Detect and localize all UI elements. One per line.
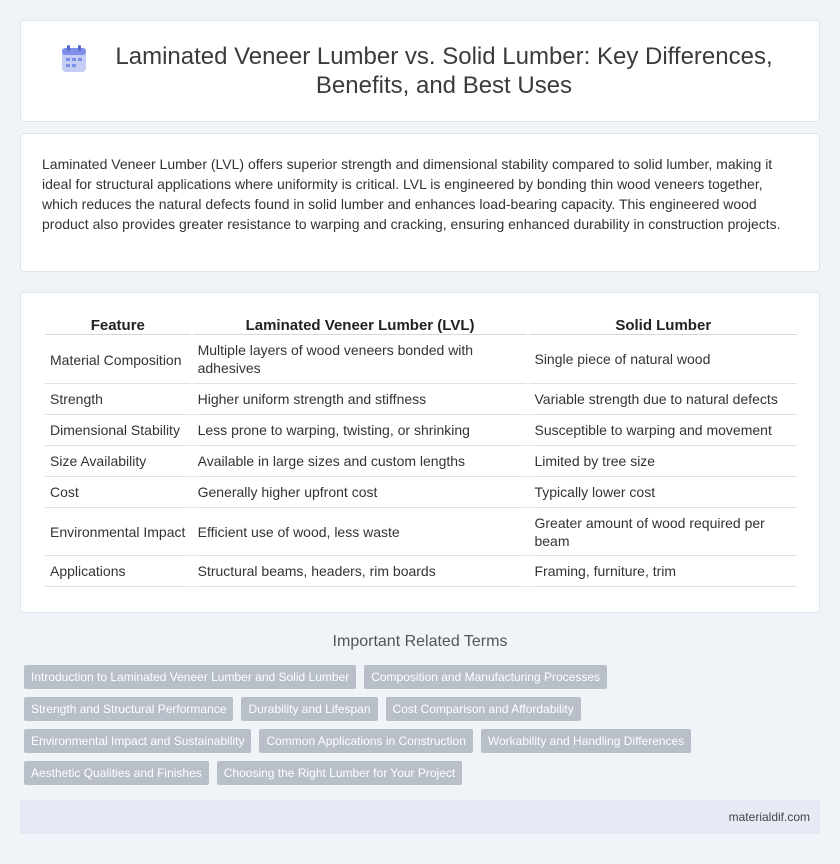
document-icon [61,45,87,73]
table-cell-feature: Size Availability [45,446,191,477]
table-row [45,477,797,508]
table-cell-solid: Framing, furniture, trim [529,556,797,587]
table-cell-solid: Limited by tree size [529,446,797,477]
column-header-lvl: Laminated Veneer Lumber (LVL) [193,315,528,335]
table-cell-feature: Applications [45,556,191,587]
related-term-tag[interactable]: Aesthetic Qualities and Finishes [24,761,209,785]
related-term-tag[interactable]: Introduction to Laminated Veneer Lumber and Solid Lumber [24,665,356,689]
page-title: Laminated Veneer Lumber vs. Solid Lumber: Key Differences, Benefits, and Best Uses [115,43,773,99]
related-term-tag[interactable]: Common Applications in Construction [259,729,472,753]
table-cell-lvl: Multiple layers of wood veneers bonded with adhesives [193,335,528,384]
related-term-tag[interactable]: Choosing the Right Lumber for Your Project [217,761,462,785]
table-cell-solid: Susceptible to warping and movement [529,415,797,446]
table-cell-lvl: Generally higher upfront cost [193,477,528,508]
table-cell-feature: Material Composition [45,335,191,384]
table-cell-feature: Environmental Impact [45,508,191,556]
comparison-table [43,315,799,587]
table-row [45,508,797,556]
table-cell-solid: Greater amount of wood required per beam [529,508,797,556]
related-term-tag[interactable]: Environmental Impact and Sustainability [24,729,251,753]
table-header-row [45,315,797,335]
related-terms-title: Important Related Terms [332,633,508,650]
comparison-table-card [20,292,820,613]
column-header-solid-lumber: Solid Lumber [529,315,797,335]
table-cell-solid: Variable strength due to natural defects [529,384,797,415]
footer [20,800,820,834]
related-terms-tags [24,665,824,793]
table-row [45,335,797,384]
table-row [45,446,797,477]
related-term-tag[interactable]: Cost Comparison and Affordability [386,697,581,721]
column-header-feature: Feature [45,315,191,335]
related-term-tag[interactable]: Strength and Structural Performance [24,697,233,721]
footer-site-link[interactable]: materialdif.com [728,810,810,824]
table-cell-solid: Single piece of natural wood [529,335,797,384]
related-term-tag[interactable]: Composition and Manufacturing Processes [364,665,607,689]
table-cell-lvl: Structural beams, headers, rim boards [193,556,528,587]
table-cell-lvl: Higher uniform strength and stiffness [193,384,528,415]
intro-paragraph: Laminated Veneer Lumber (LVL) offers superior strength and dimensional stability compared to solid lumber, making it ideal for structural applications where uniformity is critical. LVL is engineered by bonding thin wood veneers together, which reduces the natural defects found in solid lumber and enhances load-bearing capacity. This engineered wood product also provides greater resistance to warping and cracking, ensuring enhanced durability in construction projects. [42,156,781,232]
table-cell-lvl: Available in large sizes and custom lengths [193,446,528,477]
table-cell-lvl: Efficient use of wood, less waste [193,508,528,556]
related-term-tag[interactable]: Workability and Handling Differences [481,729,691,753]
table-cell-solid: Typically lower cost [529,477,797,508]
table-cell-feature: Dimensional Stability [45,415,191,446]
intro-card [20,133,820,272]
table-cell-feature: Cost [45,477,191,508]
header-card [20,20,820,122]
table-row [45,384,797,415]
table-row [45,415,797,446]
related-term-tag[interactable]: Durability and Lifespan [241,697,377,721]
table-cell-feature: Strength [45,384,191,415]
table-cell-lvl: Less prone to warping, twisting, or shrinking [193,415,528,446]
table-row [45,556,797,587]
